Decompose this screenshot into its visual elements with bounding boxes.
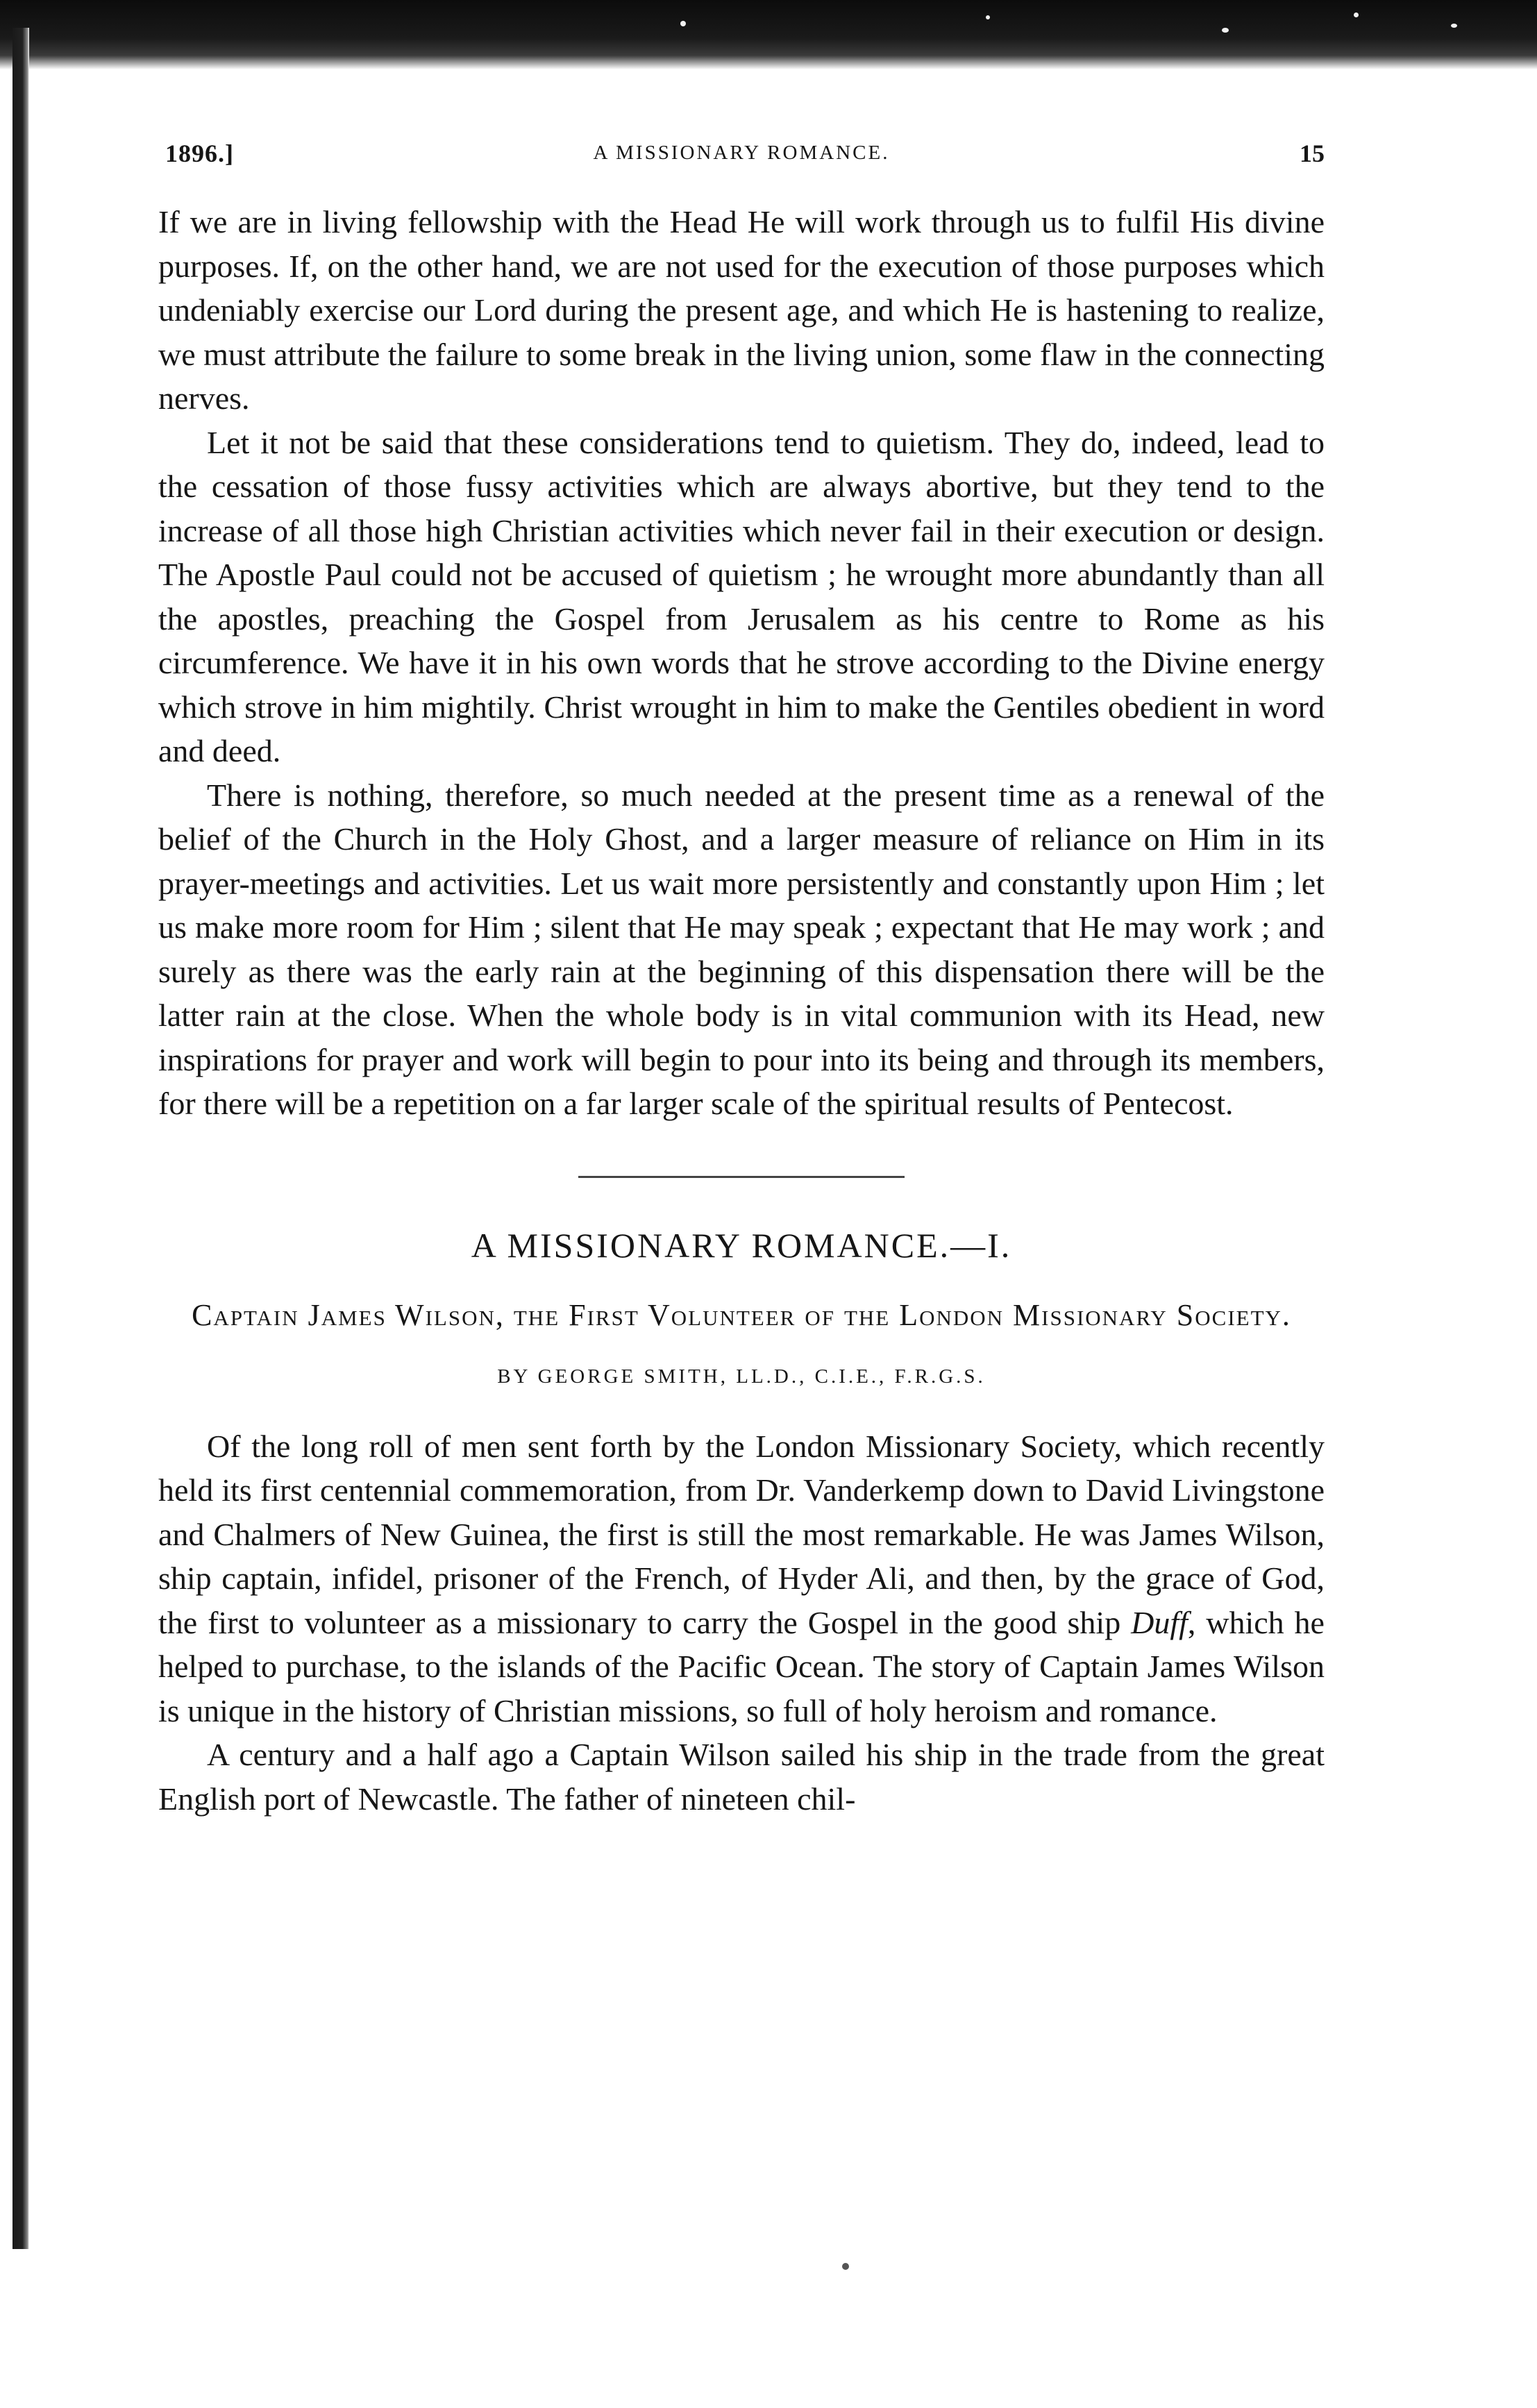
section-separator <box>578 1176 905 1178</box>
scan-speck <box>1451 24 1457 28</box>
paragraph-century: A century and a half ago a Captain Wilson sailed his ship in the trade from the great English port of Newcastle. The father of nineteen chil- <box>158 1737 1325 1817</box>
scan-left-border <box>12 28 29 2249</box>
page-number: 15 <box>1300 140 1325 167</box>
running-head <box>158 125 1325 174</box>
scan-speck <box>1354 12 1359 17</box>
running-head-title: A MISSIONARY ROMANCE. <box>593 142 890 164</box>
scan-mark <box>842 2263 849 2270</box>
scan-speck <box>680 21 686 26</box>
scan-speck <box>986 15 990 19</box>
book-page <box>158 125 1325 1821</box>
paragraph-quietism: Let it not be said that these considerations tend to quietism. They do, indeed, lead to the cessation of those fussy activities which are always abortive, but they tend to the increase of all those high Christian activities which never fail in their execution or design. The Apostle Paul could not be accused of quietism ; he wrought more abundantly than all the apostles, preaching the Gospel from Jerusalem as his centre to Rome as his circumference. We have it in his own words that he strove according to the Divine energy which strove in him mightily. Christ wrought in him to make the Gentiles obedient in word and deed. <box>158 424 1325 768</box>
article-title: A MISSIONARY ROMANCE.—I. <box>471 1225 1012 1265</box>
ship-name: Duff <box>1131 1604 1188 1640</box>
paragraph-long-roll <box>158 1424 1325 1733</box>
article-subtitle: Captain James Wilson, the First Volunteer of the London Missionary Society. <box>192 1297 1291 1332</box>
paragraph-holy-ghost: There is nothing, therefore, so much needed at the present time as a renewal of the belief of the Church in the Holy Ghost, and a larger measure of reliance on Him in its prayer-meetings and activities. Let us wait more persistently and constantly upon Him ; let us make more room for Him ; silent that He may speak ; expectant that He may work ; and surely as there was the early rain at the beginning of this dispensation there will be the latter rain at the close. When the whole body is in vital communion with its Head, new inspirations for prayer and work will begin to pour into its being and through its members, for there will be a repetition on a far larger scale of the spiritual results of Pentecost. <box>158 777 1325 1121</box>
paragraph-text: Of the long roll of men sent forth by the London Missionary Society, which recently held its first centennial commemoration, from Dr. Vanderkemp down to David Livingstone and Chalmers of New Guinea, the first is still the most remarkable. He was James Wilson, ship captain, infidel, prisoner of the French, of Hyder Ali, and then, by the grace of God, the first to volunteer as a missionary to carry the Gospel in the good ship <box>158 1428 1325 1640</box>
paragraph-text: , which he helped to purchase, to the islands of the Pacific Ocean. The story of Captain James Wilson is unique in the history of Christian missions, so full of holy heroism and romance. <box>158 1604 1325 1728</box>
scan-speck <box>1222 28 1229 33</box>
paragraph-fellowship: If we are in living fellowship with the Head He will work through us to fulfil His divine purposes. If, on the other hand, we are not used for the execution of those purposes which undeniably exercise our Lord during the present age, and which He is hastening to realize, we must attribute the failure to some break in the living union, some flaw in the connecting nerves. <box>158 204 1325 416</box>
article-byline: BY GEORGE SMITH, LL.D., C.I.E., F.R.G.S. <box>497 1365 986 1388</box>
running-head-year: 1896.] <box>165 140 234 167</box>
scan-top-border <box>0 0 1537 69</box>
